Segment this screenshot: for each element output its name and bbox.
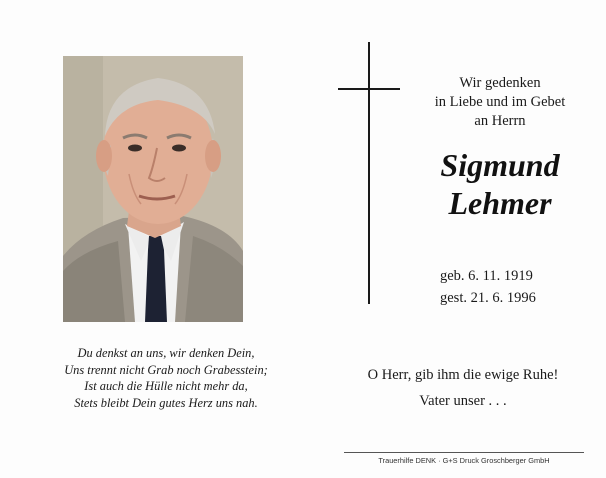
- intro-text: [400, 74, 600, 131]
- prayer-text: [330, 362, 596, 414]
- footer-divider: [344, 452, 584, 453]
- poem-line: Ist auch die Hülle nicht mehr da,: [84, 379, 248, 393]
- printer-credit: Trauerhilfe DENK · G+S Druck Groschberger GmbH: [378, 456, 550, 465]
- first-name: Sigmund: [440, 147, 560, 183]
- cross-horizontal-bar: [338, 88, 400, 90]
- memorial-poem: [20, 345, 312, 411]
- poem-line: Du denkst an uns, wir denken Dein,: [77, 346, 255, 360]
- our-father-line: Vater unser . . .: [419, 393, 507, 409]
- intro-line: Wir gedenken: [459, 75, 541, 91]
- portrait-photo: [63, 56, 243, 322]
- death-date: gest. 21. 6. 1996: [440, 290, 536, 306]
- intro-line: an Herrn: [474, 113, 526, 129]
- cross-vertical-bar: [368, 42, 370, 304]
- prayer-line: O Herr, gib ihm die ewige Ruhe!: [367, 367, 559, 383]
- deceased-name: [400, 146, 600, 222]
- intro-line: in Liebe und im Gebet: [434, 94, 566, 110]
- life-dates: [440, 265, 580, 309]
- birth-date: geb. 6. 11. 1919: [440, 268, 533, 284]
- last-name: Lehmer: [448, 185, 552, 221]
- poem-line: Stets bleibt Dein gutes Herz uns nah.: [74, 395, 258, 410]
- poem-line: Uns trennt nicht Grab noch Grabesstein;: [64, 362, 268, 377]
